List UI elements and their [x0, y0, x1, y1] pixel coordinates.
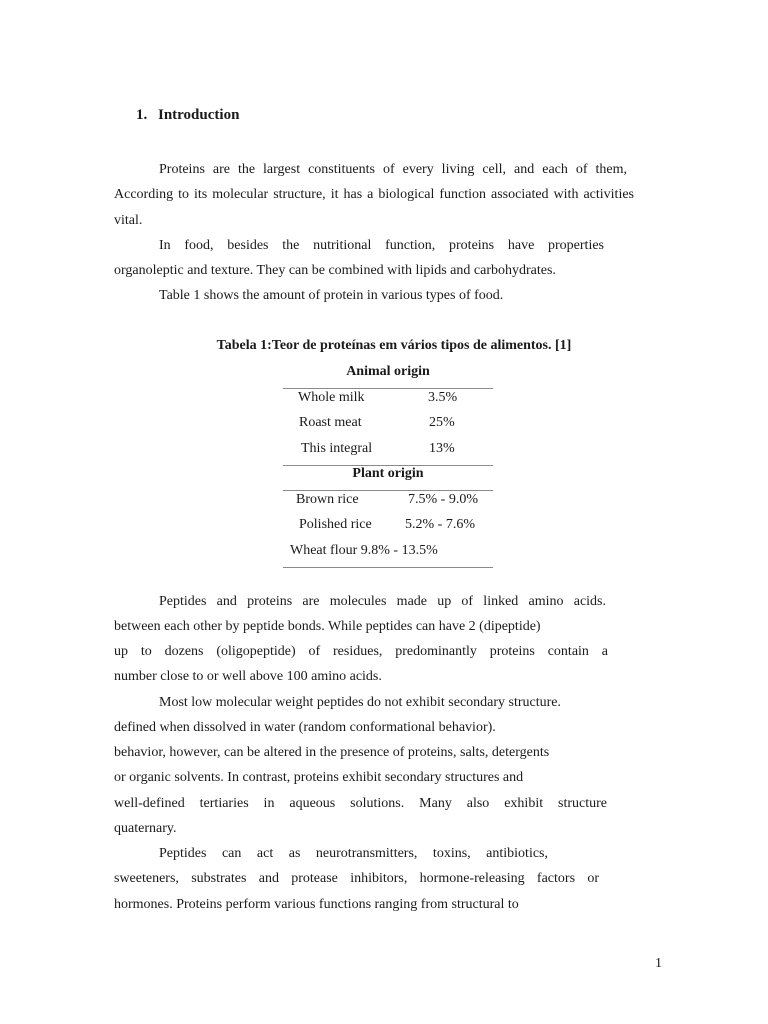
text-line: vital. [114, 213, 143, 228]
table-cell-value: 3.5% [428, 390, 458, 405]
text-line: Most low molecular weight peptides do not exhibit secondary structure. [159, 695, 562, 710]
text-line: well-defined tertiaries in aqueous solutions. Many also exhibit structure [114, 796, 607, 811]
table-cell-food: Whole milk [298, 390, 365, 405]
section-title: Introduction [158, 107, 240, 123]
table-rule [283, 567, 493, 568]
table-cell-value: 25% [429, 415, 455, 430]
table-cell-food: This integral [301, 441, 373, 456]
table-section-header: Plant origin [352, 466, 424, 481]
text-line: hormones. Proteins perform various functions ranging from structural to [114, 897, 519, 912]
table-cell-food: Wheat flour 9.8% - 13.5% [290, 543, 438, 558]
table-cell-value: 5.2% - 7.6% [405, 517, 475, 532]
table-cell-value: 7.5% - 9.0% [408, 492, 478, 507]
section-number: 1. [136, 107, 148, 123]
text-line: According to its molecular structure, it has a biological function associated with activities [114, 187, 634, 202]
text-line: Peptides and proteins are molecules made up of linked amino acids. [159, 594, 606, 609]
text-line: between each other by peptide bonds. While peptides can have 2 (dipeptide) [114, 619, 541, 634]
section-heading [136, 107, 239, 124]
text-line: In food, besides the nutritional function, proteins have properties [159, 238, 604, 253]
table-rule [283, 490, 493, 491]
text-line: defined when dissolved in water (random conformational behavior). [114, 720, 496, 735]
table-cell-food: Roast meat [299, 415, 362, 430]
table-cell-value: 13% [429, 441, 455, 456]
text-line: organoleptic and texture. They can be combined with lipids and carbohydrates. [114, 263, 556, 278]
text-line: sweeteners, substrates and protease inhibitors, hormone-releasing factors or [114, 871, 599, 886]
page-number: 1 [655, 956, 662, 971]
text-line: quaternary. [114, 821, 177, 836]
text-line: up to dozens (oligopeptide) of residues, predominantly proteins contain a [114, 644, 608, 659]
text-line: number close to or well above 100 amino acids. [114, 669, 382, 684]
text-line: Proteins are the largest constituents of every living cell, and each of them, [159, 162, 627, 177]
table-caption: Tabela 1:Teor de proteínas em vários tipos de alimentos. [1] [216, 338, 572, 353]
text-line: behavior, however, can be altered in the presence of proteins, salts, detergents [114, 745, 550, 760]
table-section-header: Animal origin [346, 364, 430, 379]
table-rule [283, 388, 493, 389]
text-line: or organic solvents. In contrast, proteins exhibit secondary structures and [114, 770, 524, 785]
table-cell-food: Brown rice [296, 492, 359, 507]
text-line: Peptides can act as neurotransmitters, toxins, antibiotics, [159, 846, 548, 861]
table-cell-food: Polished rice [299, 517, 372, 532]
text-line: Table 1 shows the amount of protein in various types of food. [159, 288, 504, 303]
